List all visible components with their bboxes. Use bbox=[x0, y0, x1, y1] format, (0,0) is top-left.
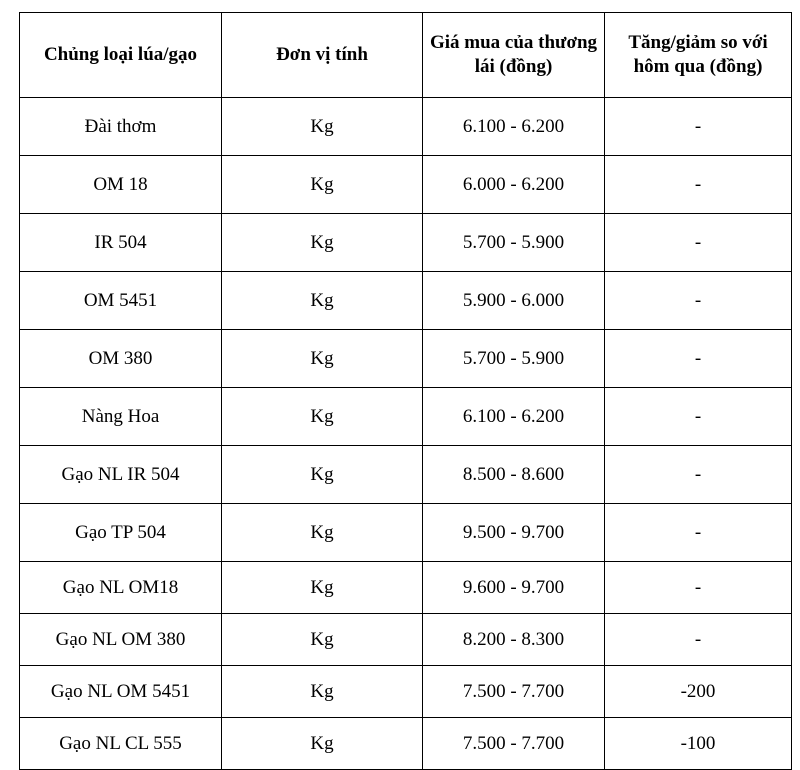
table-row bbox=[20, 718, 792, 770]
table-row bbox=[20, 156, 792, 214]
table-row bbox=[20, 562, 792, 614]
cell-change: - bbox=[605, 330, 792, 388]
table-row bbox=[20, 272, 792, 330]
cell-change: - bbox=[605, 98, 792, 156]
cell-unit: Kg bbox=[222, 614, 423, 666]
cell-change: - bbox=[605, 156, 792, 214]
table-header bbox=[20, 13, 792, 98]
cell-unit: Kg bbox=[222, 272, 423, 330]
table-row bbox=[20, 614, 792, 666]
cell-unit: Kg bbox=[222, 330, 423, 388]
cell-price: 6.100 - 6.200 bbox=[423, 98, 605, 156]
cell-unit: Kg bbox=[222, 214, 423, 272]
cell-price: 5.700 - 5.900 bbox=[423, 330, 605, 388]
cell-rice-type: Gạo NL IR 504 bbox=[20, 446, 222, 504]
cell-change: - bbox=[605, 272, 792, 330]
cell-unit: Kg bbox=[222, 98, 423, 156]
cell-price: 8.200 - 8.300 bbox=[423, 614, 605, 666]
cell-price: 7.500 - 7.700 bbox=[423, 666, 605, 718]
cell-rice-type: Gạo NL OM18 bbox=[20, 562, 222, 614]
header-row bbox=[20, 13, 792, 98]
cell-rice-type: Gạo NL CL 555 bbox=[20, 718, 222, 770]
cell-change: - bbox=[605, 504, 792, 562]
cell-rice-type: OM 18 bbox=[20, 156, 222, 214]
cell-price: 5.700 - 5.900 bbox=[423, 214, 605, 272]
header-unit: Đơn vị tính bbox=[222, 13, 423, 98]
rice-price-table bbox=[19, 12, 792, 770]
cell-price: 6.100 - 6.200 bbox=[423, 388, 605, 446]
cell-price: 8.500 - 8.600 bbox=[423, 446, 605, 504]
cell-change: - bbox=[605, 614, 792, 666]
table-row bbox=[20, 388, 792, 446]
table-body bbox=[20, 98, 792, 770]
cell-rice-type: OM 5451 bbox=[20, 272, 222, 330]
header-rice-type: Chủng loại lúa/gạo bbox=[20, 13, 222, 98]
cell-unit: Kg bbox=[222, 562, 423, 614]
cell-change: -100 bbox=[605, 718, 792, 770]
cell-change: - bbox=[605, 388, 792, 446]
table-row bbox=[20, 214, 792, 272]
cell-rice-type: IR 504 bbox=[20, 214, 222, 272]
cell-price: 5.900 - 6.000 bbox=[423, 272, 605, 330]
table-row bbox=[20, 98, 792, 156]
header-trader-price: Giá mua của thương lái (đồng) bbox=[423, 13, 605, 98]
cell-unit: Kg bbox=[222, 156, 423, 214]
cell-change: - bbox=[605, 562, 792, 614]
cell-price: 7.500 - 7.700 bbox=[423, 718, 605, 770]
cell-rice-type: Đài thơm bbox=[20, 98, 222, 156]
cell-rice-type: Nàng Hoa bbox=[20, 388, 222, 446]
table-row bbox=[20, 330, 792, 388]
cell-unit: Kg bbox=[222, 388, 423, 446]
cell-change: - bbox=[605, 446, 792, 504]
cell-price: 9.600 - 9.700 bbox=[423, 562, 605, 614]
cell-unit: Kg bbox=[222, 504, 423, 562]
cell-price: 6.000 - 6.200 bbox=[423, 156, 605, 214]
cell-rice-type: OM 380 bbox=[20, 330, 222, 388]
header-change: Tăng/giảm so với hôm qua (đồng) bbox=[605, 13, 792, 98]
cell-unit: Kg bbox=[222, 666, 423, 718]
table-row bbox=[20, 504, 792, 562]
table-row bbox=[20, 446, 792, 504]
cell-rice-type: Gạo TP 504 bbox=[20, 504, 222, 562]
cell-change: -200 bbox=[605, 666, 792, 718]
cell-unit: Kg bbox=[222, 718, 423, 770]
cell-change: - bbox=[605, 214, 792, 272]
cell-rice-type: Gạo NL OM 5451 bbox=[20, 666, 222, 718]
table-row bbox=[20, 666, 792, 718]
cell-unit: Kg bbox=[222, 446, 423, 504]
cell-price: 9.500 - 9.700 bbox=[423, 504, 605, 562]
cell-rice-type: Gạo NL OM 380 bbox=[20, 614, 222, 666]
